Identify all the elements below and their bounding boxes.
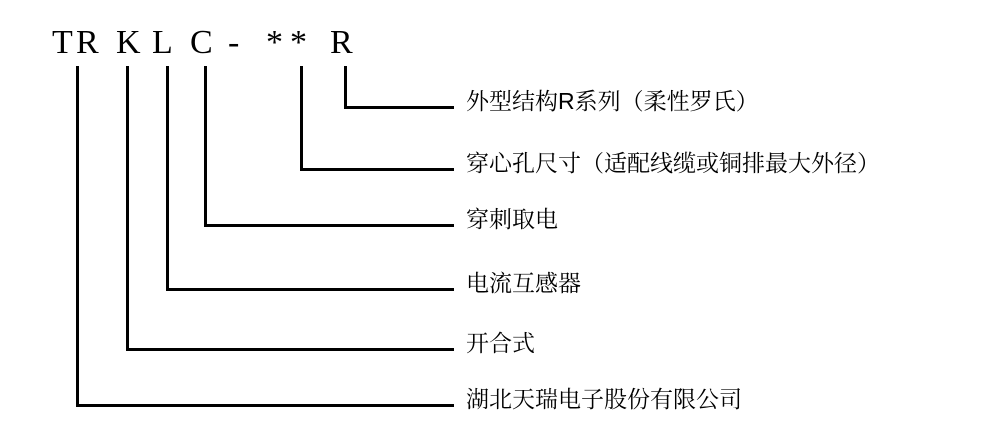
- leader-stem: [344, 66, 347, 109]
- leader-stem: [76, 66, 79, 407]
- leader-stem: [300, 66, 303, 171]
- code-char: *: [290, 24, 307, 61]
- code-char: R: [330, 24, 353, 61]
- code-char: L: [152, 24, 173, 61]
- leader-rail: [166, 288, 454, 291]
- code-char: -: [228, 24, 240, 61]
- callout-label: 外型结构R系列（柔性罗氏）: [466, 88, 759, 114]
- code-char: *: [266, 24, 283, 61]
- callout-label: 湖北天瑞电子股份有限公司: [466, 386, 742, 412]
- leader-rail: [300, 168, 454, 171]
- callout-label: 穿心孔尺寸（适配线缆或铜排最大外径）: [466, 150, 880, 176]
- code-char: K: [116, 24, 141, 61]
- code-char: C: [190, 24, 213, 61]
- leader-stem: [204, 66, 207, 227]
- leader-rail: [76, 404, 454, 407]
- leader-stem: [166, 66, 169, 291]
- callout-label: 开合式: [466, 330, 535, 356]
- callout-label: 穿刺取电: [466, 206, 558, 232]
- leader-rail: [204, 224, 454, 227]
- code-char: T: [52, 24, 73, 61]
- leader-stem: [126, 66, 129, 351]
- leader-rail: [344, 106, 454, 109]
- code-char: R: [76, 24, 99, 61]
- callout-label: 电流互感器: [466, 270, 581, 296]
- leader-rail: [126, 348, 454, 351]
